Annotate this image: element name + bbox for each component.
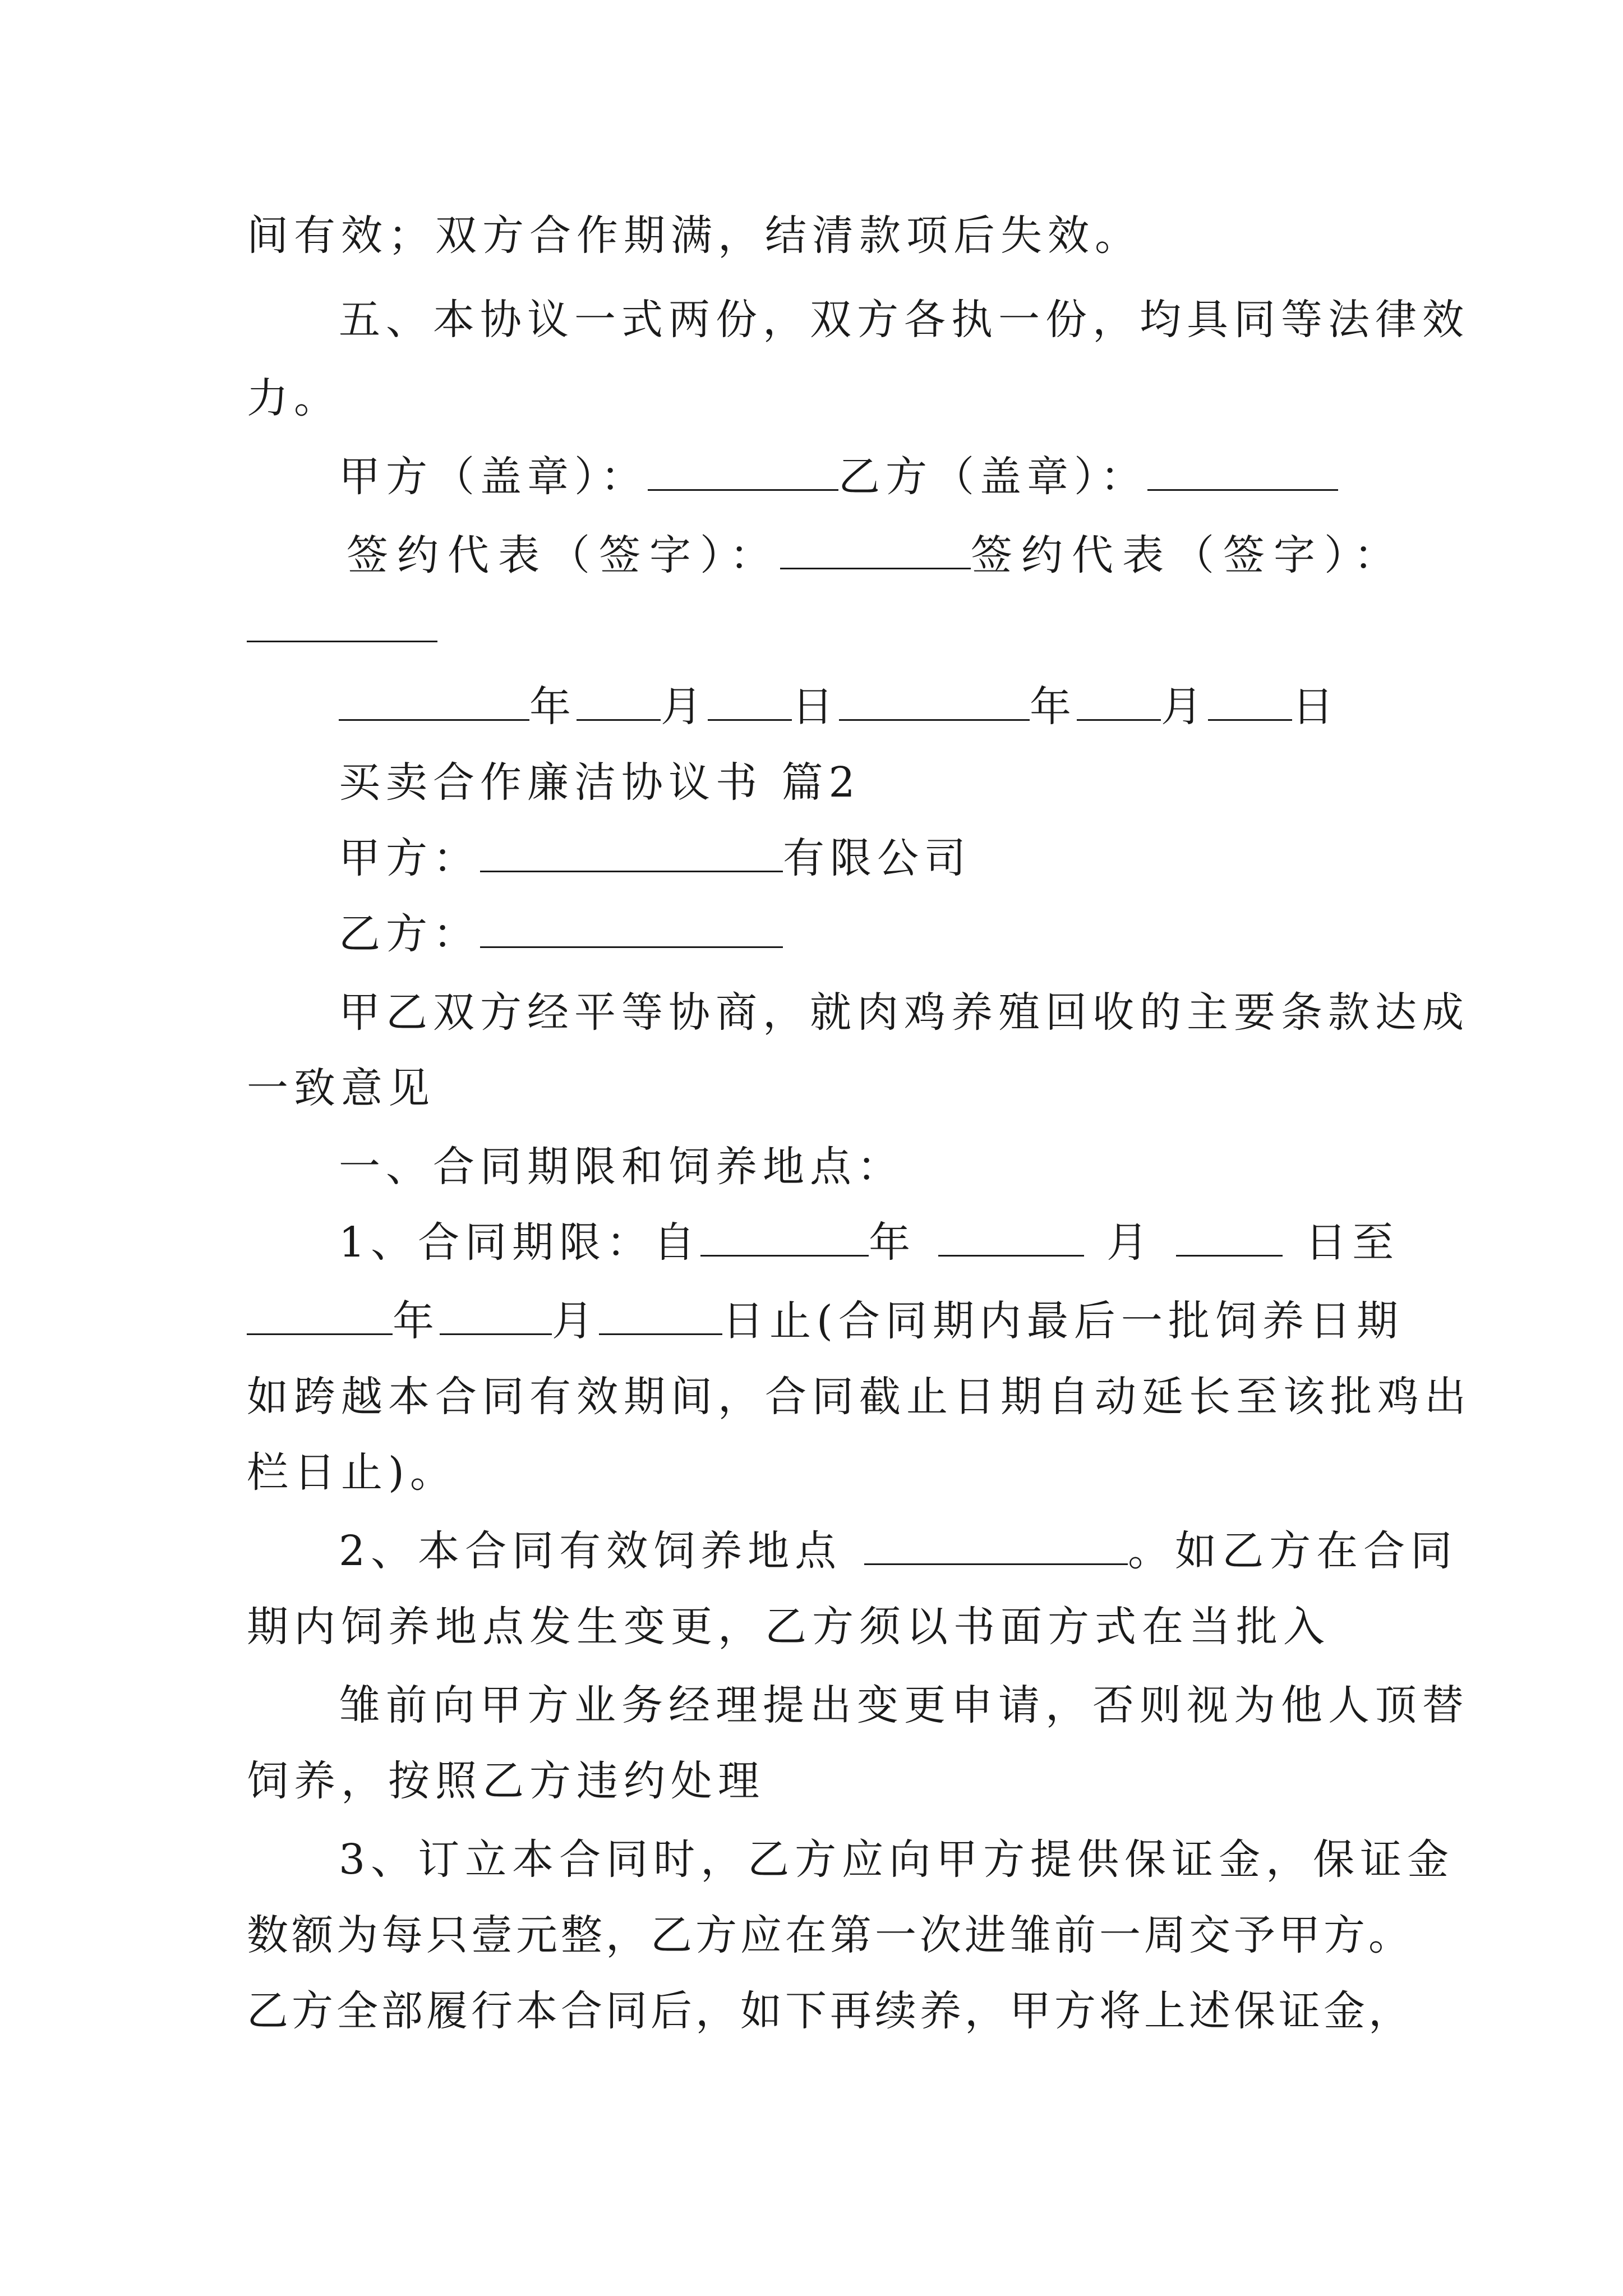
line-text: 饲养，按照乙方违约处理 xyxy=(247,1757,765,1805)
day-label: 日 xyxy=(792,683,839,731)
location-blank[interactable] xyxy=(864,1526,1128,1565)
text-line xyxy=(247,1444,1391,1501)
party-b-rep-blank[interactable] xyxy=(247,604,437,642)
line-text: 期内饲养地点发生变更，乙方须以书面方式在当批入 xyxy=(247,1603,1330,1651)
text-line xyxy=(247,1753,1391,1809)
day-label: 日 xyxy=(1292,683,1339,731)
location-end: 。如乙方在合同 xyxy=(1128,1527,1458,1575)
party-b-name-blank[interactable] xyxy=(480,909,783,948)
text-line xyxy=(247,1983,1413,2039)
line-text: 五、本协议一式两份，双方各执一份，均具同等法律效 xyxy=(339,296,1469,344)
line-text: 甲乙双方经平等协商，就肉鸡养殖回收的主要条款达成 xyxy=(339,988,1469,1037)
text-line xyxy=(339,292,1469,348)
party-a-line xyxy=(339,830,1393,886)
year-label: 年 xyxy=(393,1297,440,1345)
year-blank[interactable] xyxy=(839,682,1030,721)
line-text: 间有效；双方合作期满，结清款项后失效。 xyxy=(247,211,1142,260)
party-b-rep-label: 签约代表（签字）： xyxy=(971,531,1404,579)
location-line xyxy=(339,1523,1458,1579)
text-line xyxy=(247,1060,1391,1116)
party-a-suffix: 有限公司 xyxy=(783,834,971,882)
term-label: 1、合同期限：自 xyxy=(339,1218,701,1267)
day-blank[interactable] xyxy=(708,682,792,721)
end-month-blank[interactable] xyxy=(440,1296,552,1335)
month-label: 月 xyxy=(1106,1218,1154,1267)
date-line xyxy=(339,679,1393,735)
line-text: 栏日止)。 xyxy=(247,1448,457,1497)
party-a-seal-label: 甲方（盖章）： xyxy=(339,453,648,501)
line-text: 3、订立本合同时，乙方应向甲方提供保证金，保证金 xyxy=(339,1835,1455,1884)
month-blank[interactable] xyxy=(1077,682,1161,721)
party-a-rep-label: 签约代表（签字）： xyxy=(347,531,780,579)
end-day-blank[interactable] xyxy=(599,1296,722,1335)
text-line xyxy=(339,1832,1455,1888)
location-label: 2、本合同有效饲养地点 xyxy=(339,1527,842,1575)
day-blank[interactable] xyxy=(1208,682,1292,721)
text-line xyxy=(247,1599,1391,1655)
party-a-label: 甲方： xyxy=(339,834,480,882)
line-text: 雏前向甲方业务经理提出变更申请，否则视为他人顶替 xyxy=(339,1681,1469,1729)
line-text: 数额为每只壹元整，乙方应在第一次进雏前一周交予甲方。 xyxy=(247,1911,1413,1959)
text-line xyxy=(247,1369,1472,1425)
party-b-seal-label: 乙方（盖章）： xyxy=(838,453,1147,501)
year-label: 年 xyxy=(529,683,577,731)
month-label: 月 xyxy=(661,683,708,731)
signature-seal-line xyxy=(339,449,1393,505)
start-day-blank[interactable] xyxy=(1176,1218,1283,1257)
text-line xyxy=(339,984,1469,1041)
text-line xyxy=(247,1907,1413,1963)
signature-rep-line xyxy=(347,527,1404,583)
party-a-seal-blank[interactable] xyxy=(648,452,838,491)
text-line xyxy=(247,370,1391,426)
signature-rep-continuation xyxy=(247,600,1391,656)
title-text: 买卖合作廉洁协议书 篇2 xyxy=(339,758,861,807)
line-text: 如跨越本合同有效期间，合同截止日期自动延长至该批鸡出 xyxy=(247,1373,1472,1421)
end-year-blank[interactable] xyxy=(247,1296,393,1335)
end-text: 日止(合同期内最后一批饲养日期 xyxy=(722,1297,1404,1345)
party-a-rep-blank[interactable] xyxy=(780,531,971,569)
line-text: 一致意见 xyxy=(247,1064,435,1112)
text-line xyxy=(247,208,1391,264)
year-blank[interactable] xyxy=(339,682,529,721)
line-text: 乙方全部履行本合同后，如下再续养，甲方将上述保证金， xyxy=(247,1987,1413,2035)
year-label: 年 xyxy=(869,1218,916,1267)
line-text: 力。 xyxy=(247,374,341,422)
contract-term-line xyxy=(339,1214,1400,1271)
text-line xyxy=(339,1139,1393,1195)
line-text: 一、合同期限和饲养地点： xyxy=(339,1143,904,1191)
month-label: 月 xyxy=(552,1297,599,1345)
party-b-seal-blank[interactable] xyxy=(1147,452,1338,491)
to-label: 日至 xyxy=(1305,1218,1400,1267)
month-blank[interactable] xyxy=(577,682,661,721)
text-line xyxy=(339,1677,1469,1733)
month-label: 月 xyxy=(1161,683,1208,731)
start-year-blank[interactable] xyxy=(700,1218,869,1257)
section-title xyxy=(339,754,1393,811)
start-month-blank[interactable] xyxy=(938,1218,1084,1257)
contract-term-end-line xyxy=(247,1293,1404,1349)
party-b-line xyxy=(339,906,1393,962)
party-a-name-blank[interactable] xyxy=(480,834,783,872)
party-b-label: 乙方： xyxy=(339,910,480,958)
year-label: 年 xyxy=(1030,683,1077,731)
